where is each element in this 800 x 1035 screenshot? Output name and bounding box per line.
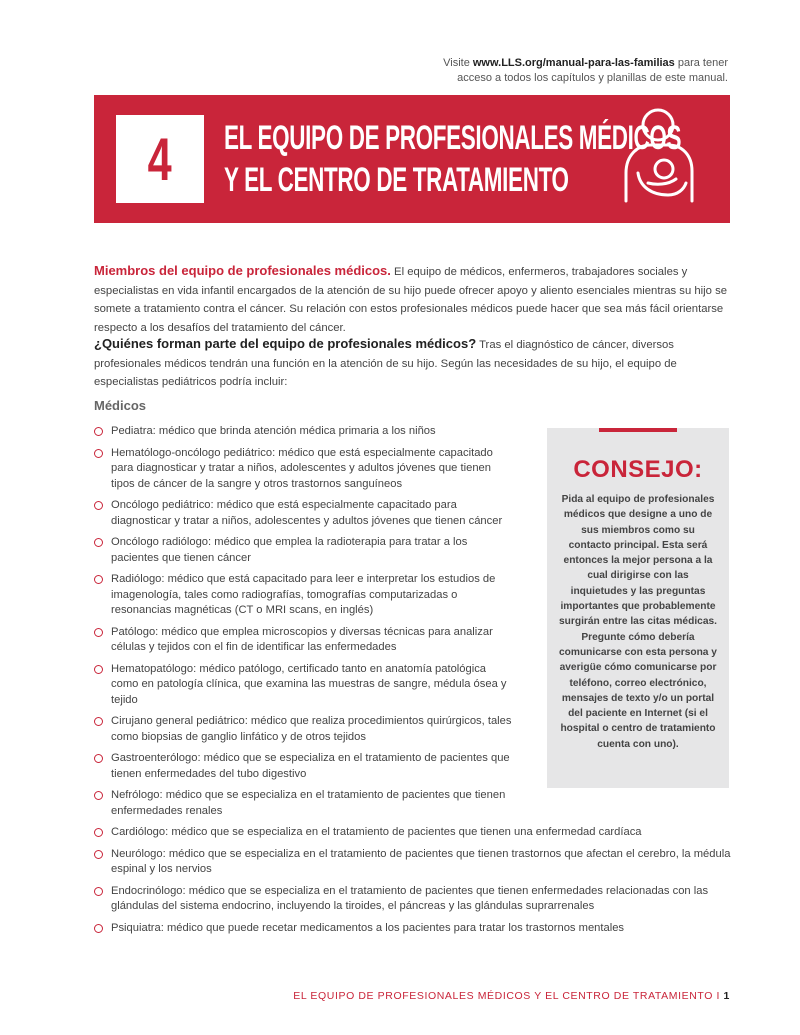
- parent-holding-child-icon: [612, 103, 702, 215]
- list-item-text: Nefrólogo: médico que se especializa en el tratamiento de pacientes que tienen enfermedades renales: [111, 789, 506, 817]
- list-item: [94, 662, 514, 709]
- intro-paragraph: [94, 262, 734, 337]
- bullet-circle-icon: [94, 575, 103, 584]
- bullet-circle-icon: [94, 924, 103, 933]
- list-item-text: Hematólogo-oncólogo pediátrico: médico que está especialmente capacitado para diagnosticar y tratar a niños, adolescentes y adultos jóvenes que tienen tipos de cáncer de la sangre y otros trastornos sanguíneos: [111, 446, 493, 490]
- page-number: 1: [723, 990, 730, 1002]
- chapter-title-line1: EL EQUIPO DE PROFESIONALES MÉDICOS: [224, 119, 682, 157]
- list-item-text: Cirujano general pediátrico: médico que realiza procedimientos quirúrgicos, tales como biopsias de ganglio linfático y de otros tejidos: [111, 715, 512, 743]
- bullet-circle-icon: [94, 791, 103, 800]
- intro-text: El equipo de médicos, enfermeros, trabajadores sociales y especialistas en vida infantil encargados de la atención de su hijo puede ofrecer apoyo y aliento esenciales mientras su hijo se somete a tratamiento contra el cáncer. Su relación con estos profesionales médicos puede hacer que sea más fácil orientarse respecto a los desafíos del tratamiento del cáncer.: [94, 266, 728, 334]
- list-item: [94, 847, 734, 878]
- list-item: [94, 921, 734, 937]
- bullet-circle-icon: [94, 717, 103, 726]
- bullet-circle-icon: [94, 665, 103, 674]
- tip-accent-bar: [599, 428, 677, 432]
- bullet-circle-icon: [94, 887, 103, 896]
- bullet-circle-icon: [94, 501, 103, 510]
- list-item: [94, 788, 514, 819]
- footer-text: EL EQUIPO DE PROFESIONALES MÉDICOS Y EL CENTRO DE TRATAMIENTO I: [293, 990, 724, 1002]
- chapter-number: 4: [147, 125, 173, 193]
- bullet-circle-icon: [94, 628, 103, 637]
- section-heading-medicos: Médicos: [94, 398, 147, 413]
- top-note: [443, 56, 728, 86]
- list-item: [94, 446, 514, 493]
- bullet-circle-icon: [94, 427, 103, 436]
- tip-text: Pida al equipo de profesionales médicos que designe a uno de sus miembros como su contacto principal. Esta será entonces la mejor persona a la cual dirigirse con las inquietudes y las preguntas importantes que probablemente surgirán entre las citas médicas. Pregunte cómo debería comunicarse con esta persona y averigüe cómo comunicarse por teléfono, correo electrónico, mensajes de texto y/o un portal del paciente en Internet (si el hospital o centro de tratamiento cuenta con uno).: [559, 494, 717, 750]
- top-note-prefix: Visite: [443, 57, 473, 69]
- tip-title: CONSEJO:: [573, 456, 703, 483]
- chapter-title-line2: Y EL CENTRO DE TRATAMIENTO: [224, 161, 569, 199]
- list-item-text: Cardiólogo: médico que se especializa en el tratamiento de pacientes que tienen una enfermedad cardíaca: [111, 826, 642, 838]
- list-item: [94, 751, 514, 782]
- bullet-circle-icon: [94, 754, 103, 763]
- question-lead: ¿Quiénes forman parte del equipo de profesionales médicos?: [94, 336, 477, 351]
- list-item: [94, 714, 514, 745]
- chapter-number-box: [116, 115, 204, 203]
- tip-box: [547, 428, 729, 788]
- chapter-banner: [94, 95, 730, 223]
- list-item: [94, 498, 514, 529]
- intro-lead: Miembros del equipo de profesionales médicos.: [94, 263, 391, 278]
- bullet-circle-icon: [94, 828, 103, 837]
- bullet-circle-icon: [94, 850, 103, 859]
- top-note-line2: acceso a todos los capítulos y planillas de este manual.: [457, 72, 728, 84]
- list-item-text: Endocrinólogo: médico que se especializa en el tratamiento de pacientes que tienen enfermedades relacionadas con las glándulas del sistema endocrino, incluyendo la tiroides, el páncreas y las glándulas suprarrenales: [111, 884, 709, 912]
- list-item-text: Pediatra: médico que brinda atención médica primaria a los niños: [111, 425, 436, 437]
- list-item-text: Hematopatólogo: médico patólogo, certificado tanto en anatomía patológica como en patología clínica, que examina las muestras de sangre, médula ósea y tejido: [111, 662, 507, 706]
- list-item-text: Patólogo: médico que emplea microscopios y diversas técnicas para analizar células y tejidos con el fin de identificar las enfermedades: [111, 625, 493, 653]
- question-paragraph: [94, 335, 734, 392]
- bullet-circle-icon: [94, 538, 103, 547]
- list-item-text: Psiquiatra: médico que puede recetar medicamentos a los pacientes para tratar los trastornos mentales: [111, 921, 625, 934]
- list-item: [94, 825, 734, 841]
- list-item-text: Radiólogo: médico que está capacitado para leer e interpretar los estudios de imagenología, tales como radiografías, tomografías computarizadas o resonancias magnéticas (CT o MRI scans, en inglés): [111, 573, 496, 616]
- bullet-circle-icon: [94, 449, 103, 458]
- manual-link[interactable]: www.LLS.org/manual-para-las-familias: [472, 57, 675, 69]
- list-item: [94, 572, 514, 619]
- list-item-text: Oncólogo pediátrico: médico que está especialmente capacitado para diagnosticar y tratar a niños, adolescentes y adultos jóvenes que tienen cáncer: [111, 499, 503, 527]
- list-item-text: Oncólogo radiólogo: médico que emplea la radioterapia para tratar a los pacientes que tienen cáncer: [111, 536, 468, 564]
- page-footer: [293, 990, 730, 1002]
- question-text: Tras el diagnóstico de cáncer, diversos profesionales médicos tendrán una función en la atención de su hijo. Según las necesidades de su hijo, el equipo de especialistas pediátricos podría incluir:: [94, 339, 677, 388]
- top-note-suffix: para tener: [674, 57, 728, 69]
- list-item-text: Neurólogo: médico que se especializa en el tratamiento de pacientes que tienen trastornos que afectan el cerebro, la médula espinal y los nervios: [111, 847, 731, 875]
- list-item-text: Gastroenterólogo: médico que se especializa en el tratamiento de pacientes que tienen enfermedades del tubo digestivo: [111, 752, 510, 780]
- list-item: [94, 535, 514, 566]
- list-item: [94, 884, 734, 915]
- list-item: [94, 625, 514, 656]
- list-item: [94, 424, 514, 440]
